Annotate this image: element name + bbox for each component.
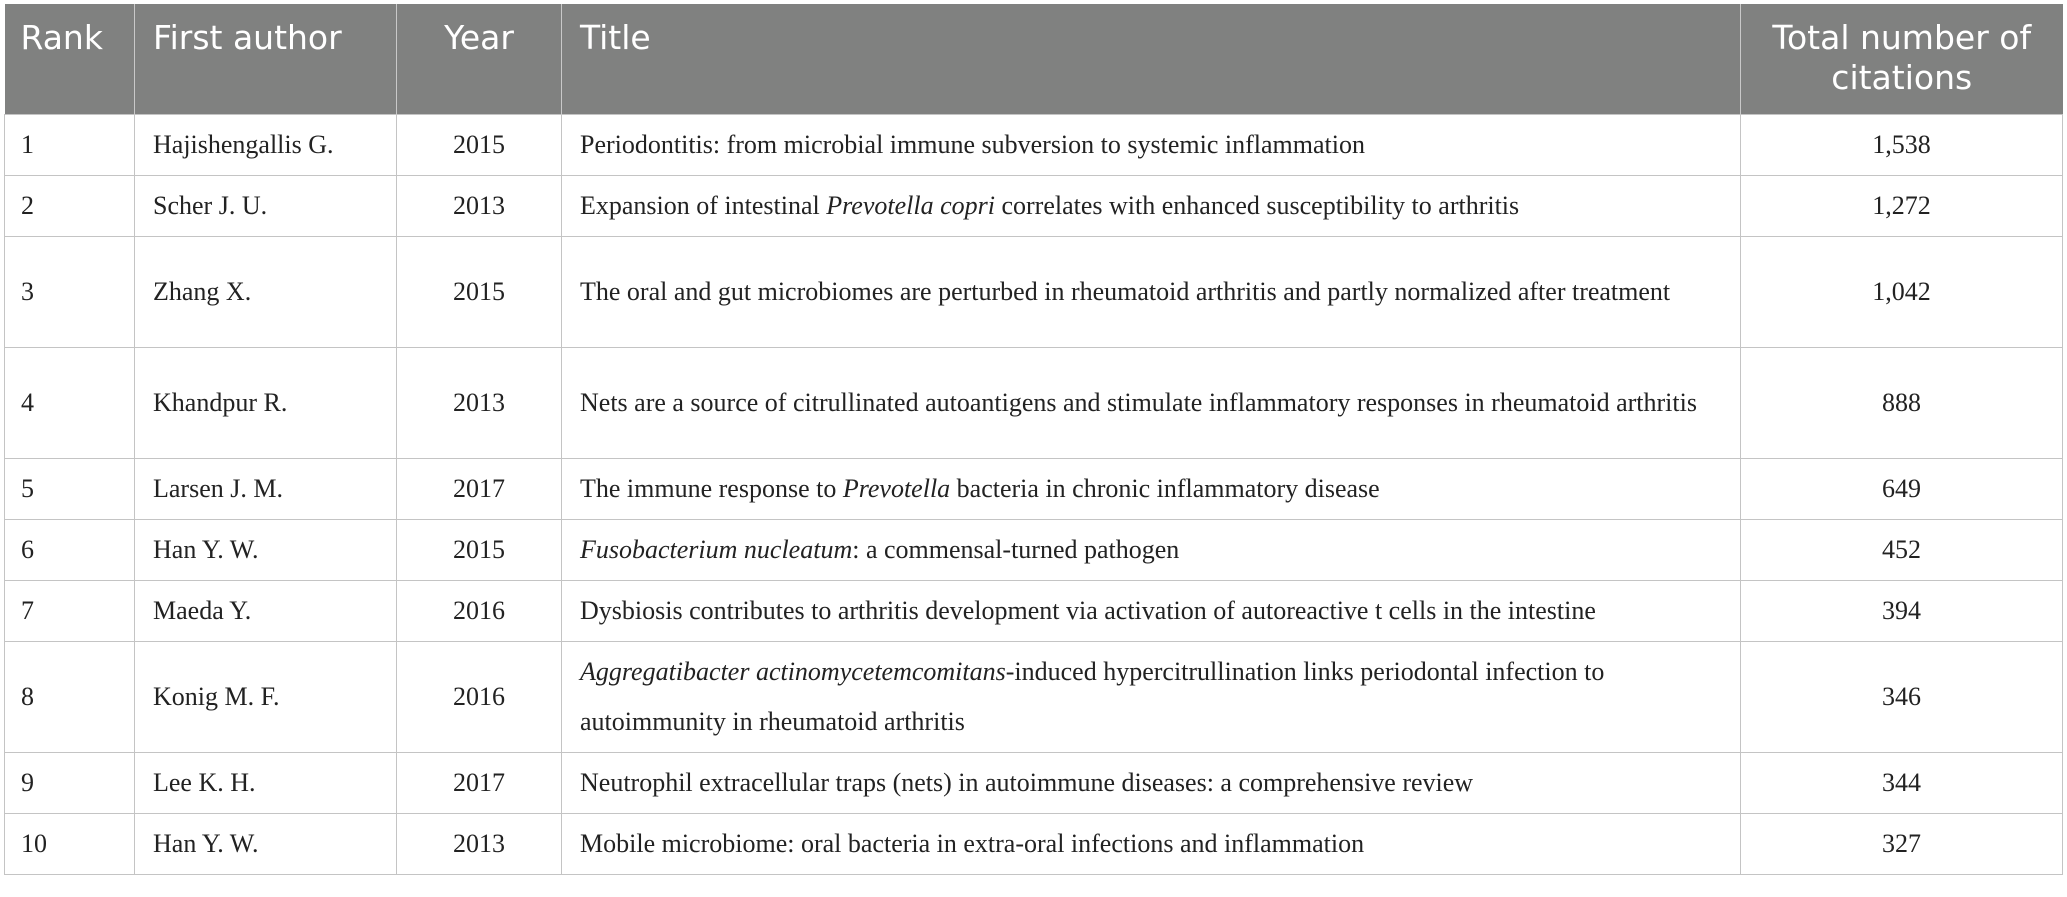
- table-row: [5, 752, 2063, 813]
- cell-title: [562, 236, 1741, 347]
- cell-title: [562, 813, 1741, 874]
- cell-rank: 9: [5, 752, 135, 813]
- header-title: Title: [562, 4, 1741, 114]
- cell-first-author: Maeda Y.: [135, 580, 397, 641]
- cell-total-citations: 394: [1741, 580, 2063, 641]
- cell-total-citations: 344: [1741, 752, 2063, 813]
- title-text: Neutrophil extracellular traps (nets) in autoimmune diseases: a comprehensive review: [580, 767, 1474, 797]
- cell-rank: 5: [5, 458, 135, 519]
- cell-year: 2013: [397, 813, 562, 874]
- cell-title: [562, 114, 1741, 175]
- cell-year: 2015: [397, 236, 562, 347]
- cell-first-author: Zhang X.: [135, 236, 397, 347]
- cell-first-author: Khandpur R.: [135, 347, 397, 458]
- cell-total-citations: 346: [1741, 641, 2063, 752]
- cell-total-citations: 327: [1741, 813, 2063, 874]
- table-body: [5, 114, 2063, 874]
- header-year: Year: [397, 4, 562, 114]
- cell-title: [562, 641, 1741, 752]
- cell-total-citations: 1,538: [1741, 114, 2063, 175]
- title-text: Periodontitis: from microbial immune subversion to systemic inflammation: [580, 129, 1365, 159]
- cell-rank: 8: [5, 641, 135, 752]
- cell-year: 2015: [397, 114, 562, 175]
- title-text: bacteria in chronic inflammatory disease: [950, 473, 1380, 503]
- cell-total-citations: 1,042: [1741, 236, 2063, 347]
- species-name: Prevotella copri: [826, 190, 995, 220]
- cell-total-citations: 649: [1741, 458, 2063, 519]
- table-row: [5, 519, 2063, 580]
- cell-year: 2015: [397, 519, 562, 580]
- cell-total-citations: 1,272: [1741, 175, 2063, 236]
- species-name: Aggregatibacter actinomycetemcomitans: [580, 656, 1006, 686]
- cell-title: [562, 175, 1741, 236]
- title-text: : a commensal-turned pathogen: [852, 534, 1180, 564]
- citations-table: [4, 4, 2063, 875]
- cell-rank: 7: [5, 580, 135, 641]
- cell-first-author: Han Y. W.: [135, 519, 397, 580]
- cell-title: [562, 458, 1741, 519]
- cell-year: 2013: [397, 347, 562, 458]
- cell-rank: 6: [5, 519, 135, 580]
- title-text: -induced hypercitrullination links periodontal infection to autoimmunity in rheumatoid arthritis: [580, 656, 1605, 736]
- header-row: [5, 4, 2063, 114]
- species-name: Prevotella: [842, 473, 951, 503]
- title-text: The oral and gut microbiomes are perturbed in rheumatoid arthritis and partly normalized after treatment: [580, 276, 1671, 306]
- header-first-author: First author: [135, 4, 397, 114]
- title-text: Dysbiosis contributes to arthritis development via activation of autoreactive t cells in the intestine: [580, 595, 1596, 625]
- table-row: [5, 114, 2063, 175]
- table-row: [5, 813, 2063, 874]
- cell-year: 2013: [397, 175, 562, 236]
- cell-rank: 3: [5, 236, 135, 347]
- cell-rank: 10: [5, 813, 135, 874]
- header-rank: Rank: [5, 4, 135, 114]
- cell-year: 2017: [397, 458, 562, 519]
- cell-rank: 1: [5, 114, 135, 175]
- cell-first-author: Scher J. U.: [135, 175, 397, 236]
- table-row: [5, 458, 2063, 519]
- cell-first-author: Han Y. W.: [135, 813, 397, 874]
- title-text: correlates with enhanced susceptibility to arthritis: [994, 190, 1520, 220]
- cell-first-author: Konig M. F.: [135, 641, 397, 752]
- header-total-citations: Total number of citations: [1741, 4, 2063, 114]
- cell-total-citations: 888: [1741, 347, 2063, 458]
- cell-year: 2016: [397, 641, 562, 752]
- title-text: Expansion of intestinal: [580, 190, 827, 220]
- species-name: Fusobacterium nucleatum: [580, 534, 853, 564]
- table-row: [5, 347, 2063, 458]
- cell-first-author: Hajishengallis G.: [135, 114, 397, 175]
- cell-first-author: Lee K. H.: [135, 752, 397, 813]
- table-row: [5, 236, 2063, 347]
- cell-title: [562, 580, 1741, 641]
- cell-title: [562, 519, 1741, 580]
- cell-year: 2016: [397, 580, 562, 641]
- table-row: [5, 641, 2063, 752]
- table-row: [5, 175, 2063, 236]
- table-header: [5, 4, 2063, 114]
- cell-title: [562, 752, 1741, 813]
- cell-title: [562, 347, 1741, 458]
- table-row: [5, 580, 2063, 641]
- cell-total-citations: 452: [1741, 519, 2063, 580]
- cell-first-author: Larsen J. M.: [135, 458, 397, 519]
- title-text: Nets are a source of citrullinated autoantigens and stimulate inflammatory responses in rheumatoid arthritis: [580, 387, 1697, 417]
- cell-rank: 4: [5, 347, 135, 458]
- title-text: The immune response to: [580, 473, 843, 503]
- title-text: Mobile microbiome: oral bacteria in extra-oral infections and inflammation: [580, 828, 1365, 858]
- cell-rank: 2: [5, 175, 135, 236]
- cell-year: 2017: [397, 752, 562, 813]
